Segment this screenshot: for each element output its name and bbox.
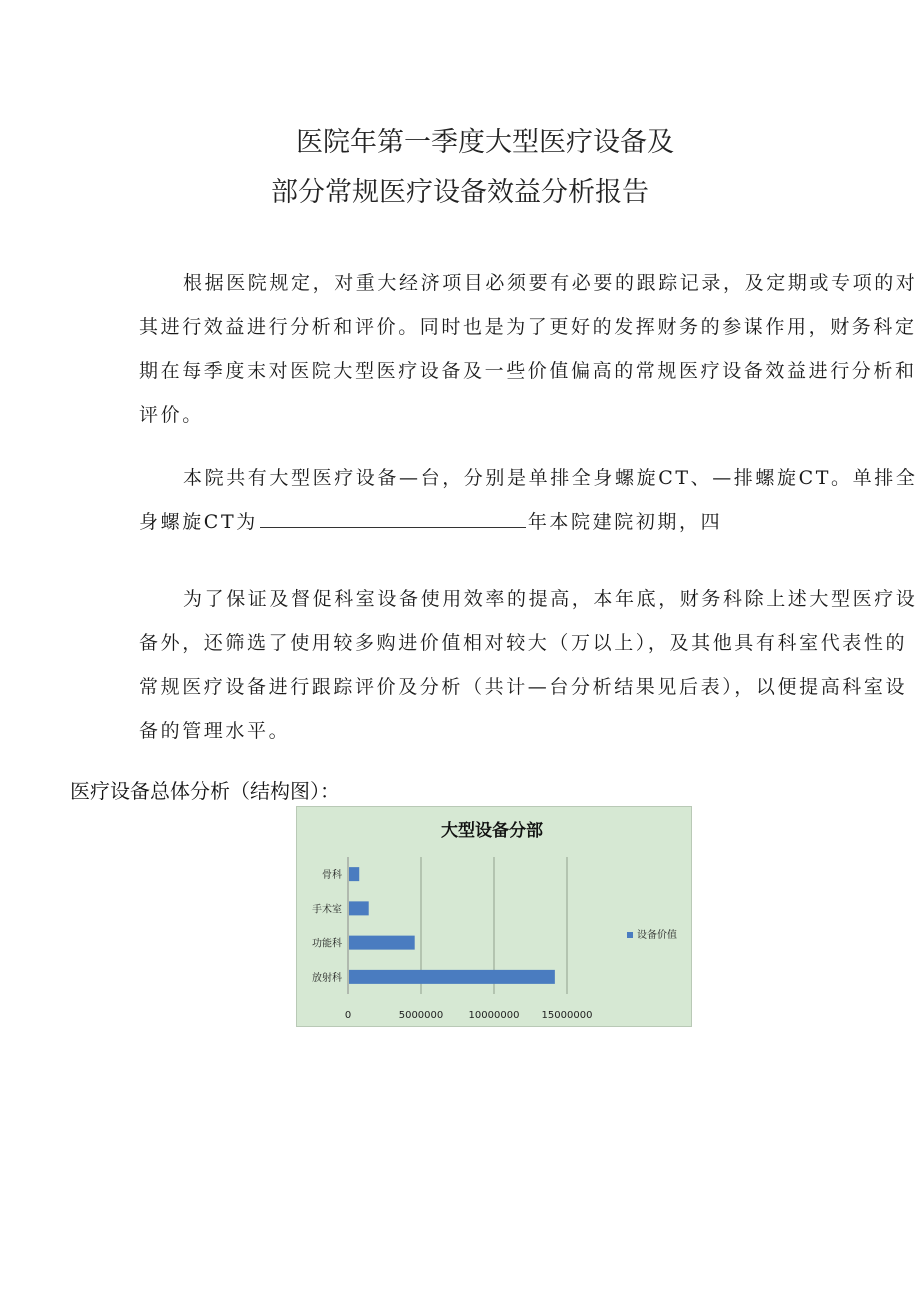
chart-svg: [297, 807, 691, 1026]
equipment-chart: [296, 806, 692, 1027]
x-tick-label: 10000000: [468, 1010, 520, 1021]
x-tick-label: 0: [344, 1010, 352, 1021]
x-tick-label: 5000000: [398, 1010, 444, 1021]
chart-title: 大型设备分部: [441, 821, 543, 841]
legend-swatch: [627, 932, 633, 938]
paragraph-1: 根据医院规定，对重大经济项目必须要有必要的跟踪记录，及定期或专项的对其进行效益进行分析和评价。同时也是为了更好的发挥财务的参谋作用，财务科定期在每季度末对医院大型医疗设备及一些价值偏高的常规医疗设备效益进行分析和评价。: [139, 272, 918, 426]
bar-3: [349, 970, 555, 984]
paragraph-2-end: 年本院建院初期，四: [527, 511, 723, 533]
bar-0: [349, 867, 359, 881]
y-category-label: 放射科: [312, 972, 342, 984]
bar-2: [349, 936, 415, 950]
paragraph-2-start: 本院共有大型医疗设备—台，分别是单排全身螺旋CT、—排螺旋CT。单排全身螺旋CT为: [139, 467, 918, 533]
document-title-line2: 部分常规医疗设备效益分析报告: [271, 177, 649, 208]
paragraph-2: [139, 456, 920, 544]
legend-label: 设备价值: [637, 930, 677, 941]
y-category-label: 手术室: [312, 904, 342, 916]
paragraph-3: 为了保证及督促科室设备使用效率的提高，本年底，财务科除上述大型医疗设备外，还筛选了使用较多购进价值相对较大（万以上），及其他具有科室代表性的常规医疗设备进行跟踪评价及分析（共计—台分析结果见后表），以便提高科室设备的管理水平。: [139, 588, 918, 742]
bar-1: [349, 901, 369, 915]
y-category-label: 功能科: [312, 938, 342, 950]
y-category-label: 骨科: [322, 870, 342, 882]
document-title-line1: 医院年第一季度大型医疗设备及: [296, 127, 674, 158]
x-tick-label: 15000000: [541, 1010, 593, 1021]
section-heading: 医疗设备总体分析（结构图）：: [70, 781, 340, 803]
fill-in-blank: [260, 509, 526, 528]
